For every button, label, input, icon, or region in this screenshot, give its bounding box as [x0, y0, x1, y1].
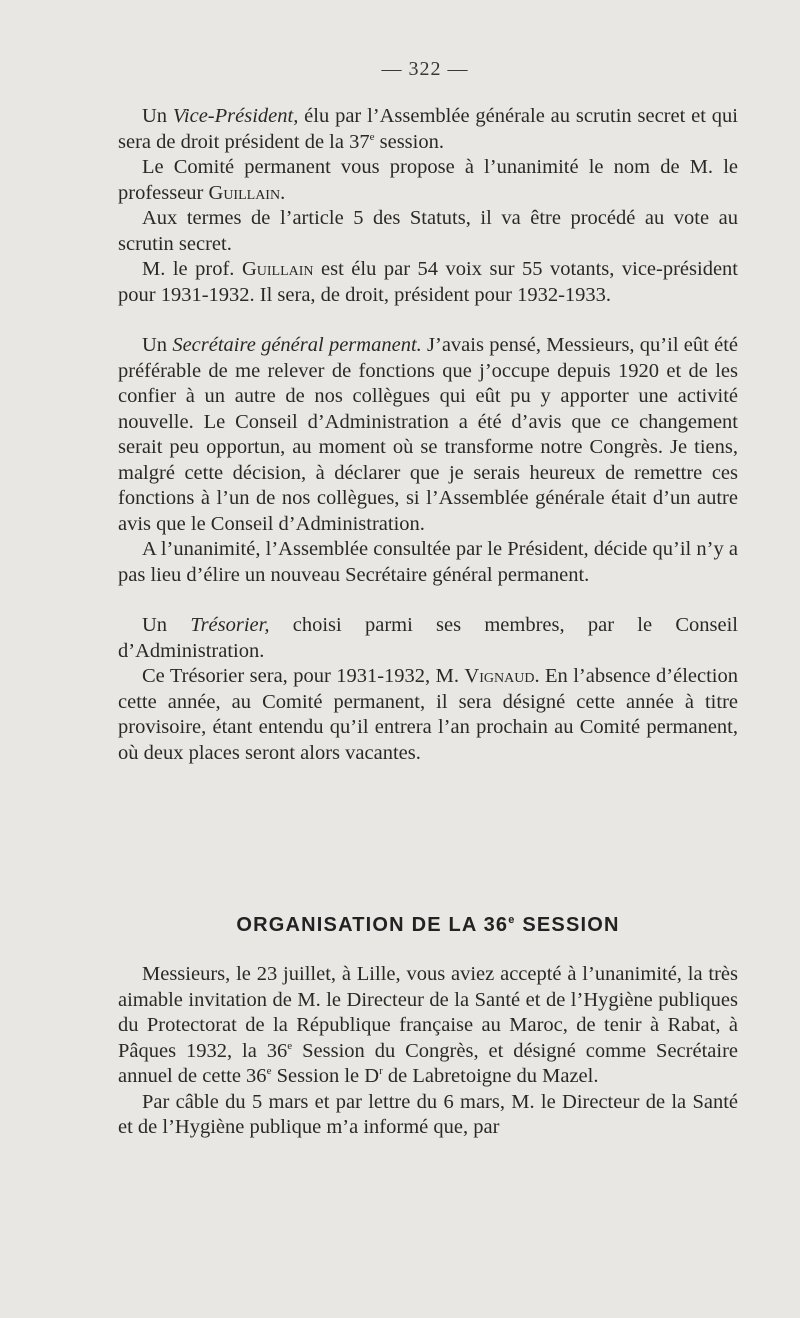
paragraph-proposal: Le Comité permanent vous propose à l’unanimité le nom de M. le professeur Guillain. [118, 156, 738, 204]
paragraph-vote: Aux termes de l’article 5 des Statuts, il va être procédé au vote au scrutin secret. [118, 207, 738, 255]
page-number: — 322 — [381, 58, 469, 80]
section-body-text [118, 962, 738, 1141]
paragraph-election-result: M. le prof. Guillain est élu par 54 voix sur 55 votants, vice-président pour 1931-1932. Il sera, de droit, président pour 1932-1933. [118, 258, 738, 306]
paragraph-treasurer-detail: Ce Trésorier sera, pour 1931-1932, M. Vignaud. En l’absence d’élection cette année, au Comité permanent, il sera désigné cette année à titre provisoire, étant entendu qu’il entrera l’an prochain au Comité permanent, où deux places seront alors vacantes. [118, 665, 738, 764]
paragraph-secretary: Un Secrétaire général permanent. J’avais pensé, Messieurs, qu’il eût été préférable de me relever de fonctions que j’occupe depuis 1920 et de les confier à un autre de nos collègues qui eût pu y apporter une activité nouvelle. Le Conseil d’Administration a été d’avis que ce changement serait peu opportun, au moment où se transforme notre Congrès. Je tiens, malgré cette décision, à déclarer que je serais heureux de remettre ces fonctions à l’un de nos collègues, si l’Assemblée générale était d’un autre avis que le Conseil d’Administration. [118, 334, 738, 535]
paragraph-treasurer: Un Trésorier, choisi parmi ses membres, par le Conseil d’Administration. [118, 614, 738, 662]
paragraph-secretary-decision: A l’unanimité, l’Assemblée consultée par le Président, décide qu’il n’y a pas lieu d’élire un nouveau Secrétaire général permanent. [118, 538, 738, 586]
body-text [118, 104, 738, 766]
paragraph-cable: Par câble du 5 mars et par lettre du 6 mars, M. le Directeur de la Santé et de l’Hygiène publique m’a informé que, par [118, 1090, 738, 1138]
paragraph-invitation: Messieurs, le 23 juillet, à Lille, vous aviez accepté à l’unanimité, la très aimable invitation de M. le Directeur de la Santé et de l’Hygiène publiques du Protectorat de la République française au Maroc, de tenir à Rabat, à Pâques 1932, la 36e Session du Congrès, et désigné comme Secrétaire annuel de cette 36e Session le $D^r$ de Labretoigne du Mazel. [118, 963, 738, 1087]
paragraph-vice-president: Un Vice-Président, élu par l’Assemblée générale au scrutin secret et qui sera de droit président de la 37e session. [118, 105, 738, 153]
section-heading: ORGANISATION DE LA 36e SESSION [236, 914, 620, 936]
